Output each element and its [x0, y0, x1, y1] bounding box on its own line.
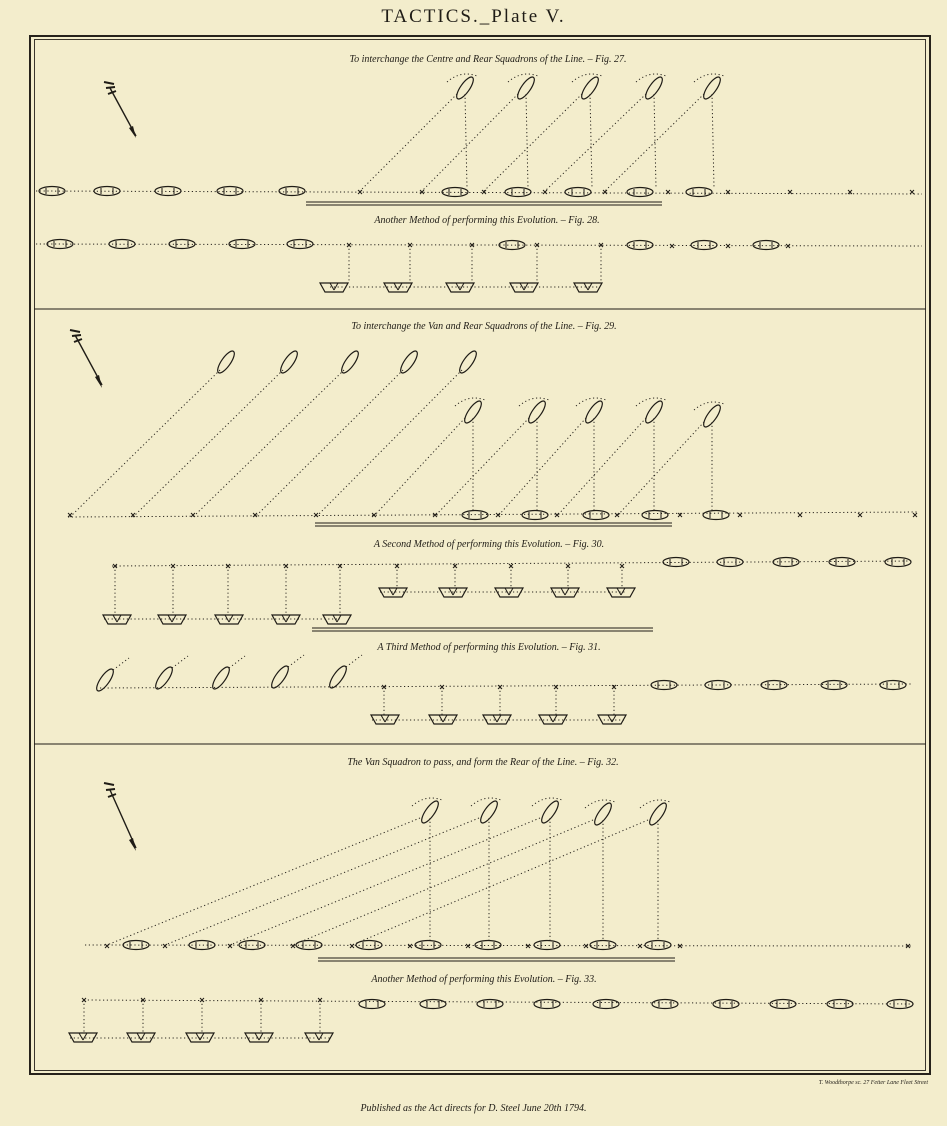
caption-fig29: To interchange the Van and Rear Squadrons of the Line. – Fig. 29. [351, 321, 617, 332]
ship-detail [141, 1033, 145, 1040]
ship [478, 799, 500, 825]
ship [454, 75, 476, 101]
rule-fig27 [306, 202, 662, 205]
course-line [465, 94, 467, 188]
ship [701, 75, 723, 101]
ship [627, 241, 653, 250]
wind-arrow-icon [70, 330, 102, 388]
ship-detail [319, 1033, 323, 1040]
ship [339, 349, 361, 375]
ship-detail [337, 615, 341, 622]
ship [153, 665, 175, 691]
position-mark [910, 190, 914, 194]
ship-detail [200, 1033, 204, 1040]
ship-detail [315, 1033, 319, 1040]
ship [398, 349, 420, 375]
course-line [85, 945, 912, 946]
ship [647, 801, 669, 827]
ship [419, 799, 441, 825]
course-line [617, 422, 704, 516]
caption-fig31: A Third Method of performing this Evolution. – Fig. 31. [377, 642, 601, 653]
course-line [229, 656, 245, 668]
position-mark [638, 944, 642, 948]
course-line [545, 94, 646, 191]
position-mark [555, 513, 559, 517]
course-line [133, 370, 283, 517]
ship [522, 511, 548, 520]
caption-fig27: To interchange the Centre and Rear Squadrons of the Line. – Fig. 27. [349, 54, 627, 65]
ship [645, 941, 671, 950]
position-mark [105, 944, 109, 948]
ship [701, 403, 723, 429]
course-line [316, 370, 462, 517]
ship [583, 399, 605, 425]
ship [526, 399, 548, 425]
ship [663, 558, 689, 567]
course-line [113, 658, 129, 670]
position-mark [543, 190, 547, 194]
course-line [193, 370, 344, 517]
ship-detail [196, 1033, 200, 1040]
ship [579, 75, 601, 101]
position-mark [191, 513, 195, 517]
position-mark [670, 244, 674, 248]
plate-title: TACTICS._Plate V. [381, 6, 566, 27]
ship [713, 1000, 739, 1009]
position-mark [913, 513, 917, 517]
wind-arrow-icon [104, 82, 136, 138]
rule-fig32 [318, 958, 675, 961]
ship [770, 1000, 796, 1009]
course-line [435, 418, 529, 516]
ship [880, 681, 906, 690]
ship [420, 1000, 446, 1009]
position-mark [798, 513, 802, 517]
ship-detail [493, 715, 497, 722]
course-line [255, 370, 403, 517]
course-line [360, 94, 457, 191]
course-line [484, 94, 582, 191]
rule-fig29 [315, 523, 672, 526]
ship [279, 187, 305, 196]
ship [643, 75, 665, 101]
ship [327, 664, 349, 690]
ship [627, 188, 653, 197]
caption-fig33: Another Method of performing this Evolution. – Fig. 33. [371, 974, 597, 985]
ship [885, 558, 911, 567]
position-mark [350, 944, 354, 948]
caption-fig28: Another Method of performing this Evolution. – Fig. 28. [374, 215, 600, 226]
ship [761, 681, 787, 690]
ship [642, 511, 668, 520]
position-mark [466, 944, 470, 948]
ship [691, 241, 717, 250]
ship [590, 941, 616, 950]
ship-detail [79, 1033, 83, 1040]
course-line [654, 94, 656, 188]
ship-detail [255, 1033, 259, 1040]
ship [821, 681, 847, 690]
ship [287, 240, 313, 249]
ship [607, 588, 635, 597]
position-mark [726, 244, 730, 248]
position-mark [408, 944, 412, 948]
position-mark [314, 513, 318, 517]
course-line [346, 655, 362, 667]
wind-arrow-icon [104, 783, 136, 851]
course-line [230, 818, 540, 945]
position-mark [666, 190, 670, 194]
position-mark [603, 190, 607, 194]
ship-detail [259, 1033, 263, 1040]
course-line [70, 370, 220, 517]
ship [593, 1000, 619, 1009]
publication-line: Published as the Act directs for D. Steel June 20th 1794. [360, 1103, 587, 1114]
rule-fig30 [312, 628, 653, 631]
ship [539, 799, 561, 825]
course-line [352, 820, 648, 945]
engraver-credit: T. Woodthorpe sc. 27 Fetter Lane Fleet Street [818, 1080, 928, 1086]
ship [462, 399, 484, 425]
course-line [107, 818, 420, 945]
ship-detail [385, 715, 389, 722]
ship-detail [561, 588, 565, 595]
course-line [288, 655, 304, 667]
ship [495, 588, 523, 597]
ship-detail [549, 715, 553, 722]
ship [515, 75, 537, 101]
ship [753, 241, 779, 250]
ship [534, 941, 560, 950]
ship [534, 1000, 560, 1009]
caption-fig30: A Second Method of performing this Evolution. – Fig. 30. [373, 539, 605, 550]
ship-detail [621, 588, 625, 595]
course-line [422, 94, 518, 191]
course-line [590, 94, 592, 188]
ship-detail [612, 715, 616, 722]
ship [278, 349, 300, 375]
ship-detail [443, 715, 447, 722]
course-line [165, 818, 479, 945]
ship [827, 1000, 853, 1009]
ship-detail [608, 715, 612, 722]
ship [477, 1000, 503, 1009]
ship-detail [553, 715, 557, 722]
ship-detail [497, 715, 501, 722]
ship [643, 399, 665, 425]
ship [296, 941, 322, 950]
ship-detail [137, 1033, 141, 1040]
course-line [374, 418, 465, 516]
ship [269, 664, 291, 690]
ship [457, 349, 479, 375]
ship-detail [381, 715, 385, 722]
course-line [605, 94, 704, 191]
ship [829, 558, 855, 567]
course-line [498, 418, 586, 516]
position-mark [291, 944, 295, 948]
course-line [68, 512, 918, 517]
ship [592, 801, 614, 827]
ship [773, 558, 799, 567]
course-line [557, 418, 646, 516]
course-line [526, 94, 528, 188]
ship [94, 667, 116, 693]
ship [686, 188, 712, 197]
position-mark [738, 513, 742, 517]
position-mark [788, 190, 792, 194]
course-line [293, 820, 593, 945]
ship [703, 511, 729, 520]
ship-detail [83, 1033, 87, 1040]
position-mark [858, 513, 862, 517]
ship [210, 665, 232, 691]
course-line [172, 656, 188, 668]
ship [505, 188, 531, 197]
caption-fig32: The Van Squadron to pass, and form the Rear of the Line. – Fig. 32. [347, 757, 619, 768]
ship [583, 511, 609, 520]
course-line [712, 94, 714, 188]
ship [652, 1000, 678, 1009]
ship-detail [565, 588, 569, 595]
ship [217, 187, 243, 196]
ship [359, 1000, 385, 1009]
ship [239, 941, 265, 950]
ship-detail [439, 715, 443, 722]
ship [565, 188, 591, 197]
ship [215, 349, 237, 375]
